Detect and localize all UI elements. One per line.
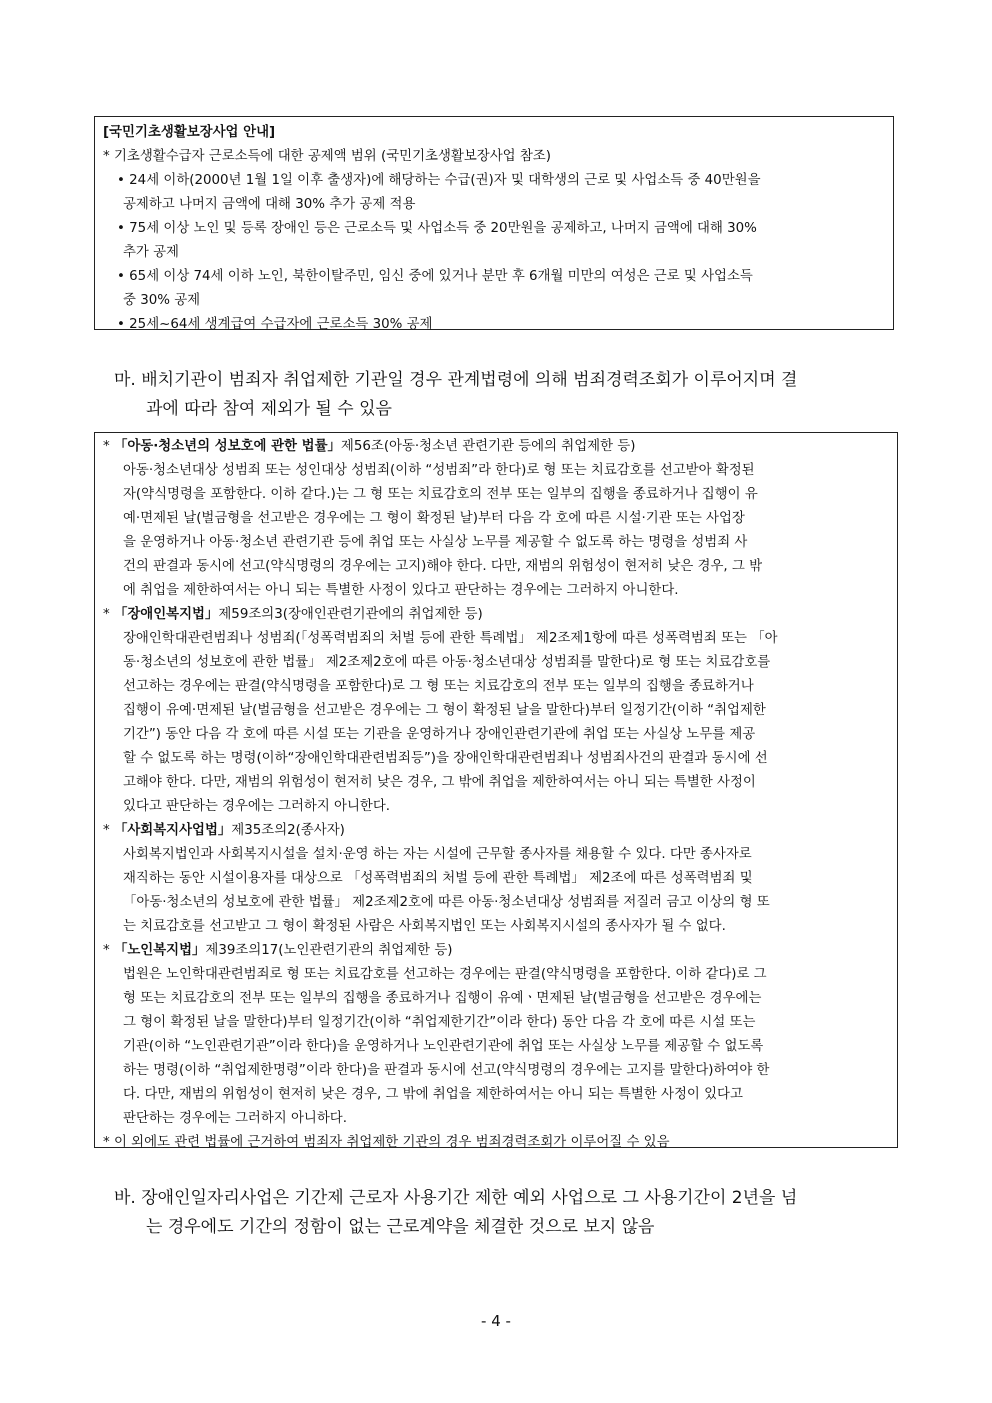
paragraph-line: 는 경우에도 기간의 정함이 없는 근로계약을 체결한 것으로 보지 않음 [146, 1217, 655, 1237]
law-text-line: 있다고 판단하는 경우에는 그러하지 아니한다. [123, 799, 391, 814]
law-text-line: 「아동·청소년의 성보호에 관한 법률」 제2조제2호에 따른 아동·청소년대상 성범죄를 저질러 금고 이상의 형 또 [123, 895, 770, 910]
law-text-line: 기관(이하 “노인관련기관”이라 한다)을 운영하거나 노인관련기관에 취업 또는 사실상 노무를 제공할 수 없도록 [123, 1039, 764, 1054]
info-line: 추가 공제 [123, 245, 179, 260]
bullet-marker: * [103, 607, 114, 622]
info-line: 중 30% 공제 [123, 293, 201, 308]
law-text-line: 재직하는 동안 시설이용자를 대상으로 「성폭력범죄의 처벌 등에 관한 특례법」 제2조에 따른 성폭력범죄 및 [123, 871, 753, 886]
info-box-basic-livelihood [94, 116, 894, 330]
paragraph-line: 마. 배치기관이 범죄자 취업제한 기관일 경우 관계법령에 의해 범죄경력조회가 이루어지며 결 [114, 370, 798, 390]
law-text-line: 건의 판결과 동시에 선고(약식명령의 경우에는 고지)해야 한다. 다만, 재범의 위험성이 현저히 낮은 경우, 그 밖 [123, 559, 763, 574]
law-heading [103, 435, 889, 459]
law-text-line: 다. 다만, 재범의 위험성이 현저히 낮은 경우, 그 밖에 취업을 제한하여서는 아니 되는 특별한 사정이 있다고 [123, 1087, 743, 1102]
law-heading [103, 819, 889, 843]
law-name: 「사회복지사업법」 [113, 823, 232, 838]
law-text-line: 기간”) 동안 다음 각 호에 따른 시설 또는 기관을 운영하거나 장애인관련기관에 취업 또는 사실상 노무를 제공 [123, 727, 756, 742]
law-text-line: 법원은 노인학대관련범죄로 형 또는 치료감호를 선고하는 경우에는 판결(약식명령을 포함한다. 이하 같다)로 그 [123, 967, 767, 982]
info-line: • 75세 이상 노인 및 등록 장애인 등은 근로소득 및 사업소득 중 20만원을 공제하고, 나머지 금액에 대해 30% [117, 221, 757, 236]
law-name: 「장애인복지법」 [113, 607, 219, 622]
info-line: • 65세 이상 74세 이하 노인, 북한이탈주민, 임신 중에 있거나 분만 후 6개월 미만의 여성은 근로 및 사업소득 [117, 269, 753, 284]
law-text-line: 고해야 한다. 다만, 재범의 위험성이 현저히 낮은 경우, 그 밖에 취업을 제한하여서는 아니 되는 특별한 사정이 [123, 775, 756, 790]
law-text-line: 집행이 유예·면제된 날(벌금형을 선고받은 경우에는 그 형이 확정된 날을 말한다)부터 일정기간(이하 “취업제한 [123, 703, 766, 718]
law-name: 「노인복지법」 [113, 943, 206, 958]
law-text-line: 판단하는 경우에는 그러하지 아니하다. [123, 1111, 347, 1126]
law-text-line: 사회복지법인과 사회복지시설을 설치·운영 하는 자는 시설에 근무할 종사자를 채용할 수 있다. 다만 종사자로 [123, 847, 752, 862]
law-text-line: 을 운영하거나 아동·청소년 관련기관 등에 취업 또는 사실상 노무를 제공할 수 없도록 하는 명령을 성범죄 사 [123, 535, 748, 550]
law-text-line: 하는 명령(이하 “취업제한명령”이라 한다)을 판결과 동시에 선고(약식명령의 경우에는 고지를 말한다)하여야 한 [123, 1063, 770, 1078]
law-text-line: 그 형이 확정된 날을 말한다)부터 일정기간(이하 “취업제한기간”이라 한다) 동안 다음 각 호에 따른 시설 또는 [123, 1015, 756, 1030]
law-text-line: 동·청소년의 성보호에 관한 법률」 제2조제2호에 따른 아동·청소년대상 성범죄를 말한다)로 형 또는 치료감호를 [123, 655, 771, 670]
paragraph-ma [114, 366, 898, 424]
box-footer-note: * 이 외에도 관련 법률에 근거하여 범죄자 취업제한 기관의 경우 범죄경력조회가 이루어질 수 있음 [103, 1135, 670, 1150]
law-text-line: 자(약식명령을 포함한다. 이하 같다.)는 그 형 또는 치료감호의 전부 또는 일부의 집행을 종료하거나 집행이 유 [123, 487, 758, 502]
info-line: • 24세 이하(2000년 1월 1일 이후 출생자)에 해당하는 수급(권)자 및 대학생의 근로 및 사업소득 중 40만원을 [117, 173, 761, 188]
paragraph-ba [114, 1184, 898, 1242]
bullet-marker: * [103, 823, 114, 838]
law-text-line: 장애인학대관련범죄나 성범죄(「성폭력범죄의 처벌 등에 관한 특례법」 제2조제1항에 따른 성폭력범죄 또는 「아 [123, 631, 778, 646]
paragraph-line: 과에 따라 참여 제외가 될 수 있음 [146, 399, 392, 419]
bullet-marker: * [103, 943, 114, 958]
paragraph-line: 바. 장애인일자리사업은 기간제 근로자 사용기간 제한 예외 사업으로 그 사용기간이 2년을 넘 [114, 1188, 798, 1208]
info-line: * 기초생활수급자 근로소득에 대한 공제액 범위 (국민기초생활보장사업 참조) [103, 149, 551, 164]
law-text-line: 선고하는 경우에는 판결(약식명령을 포함한다)로 그 형 또는 치료감호의 전부 또는 일부의 집행을 종료하거나 [123, 679, 754, 694]
law-article: 제59조의3(장애인관련기관에의 취업제한 등) [218, 607, 483, 622]
law-text-line: 형 또는 치료감호의 전부 또는 일부의 집행을 종료하거나 집행이 유예ㆍ면제된 날(벌금형을 선고받은 경우에는 [123, 991, 762, 1006]
law-article: 제39조의17(노인관련기관의 취업제한 등) [205, 943, 453, 958]
law-article: 제56조(아동·청소년 관련기관 등에의 취업제한 등) [340, 439, 636, 454]
page-number: - 4 - [481, 1312, 511, 1330]
info-line: • 25세~64세 생계급여 수급자에 근로소득 30% 공제 [117, 317, 433, 332]
law-text-line: 는 치료감호를 선고받고 그 형이 확정된 사람은 사회복지법인 또는 사회복지시설의 종사자가 될 수 없다. [123, 919, 726, 934]
law-text-line: 아동·청소년대상 성범죄 또는 성인대상 성범죄(이하 “성범죄”라 한다)로 형 또는 치료감호를 선고받아 확정된 [123, 463, 755, 478]
law-heading [103, 939, 889, 963]
law-text-line: 예·면제된 날(벌금형을 선고받은 경우에는 그 형이 확정된 날)부터 다음 각 호에 따른 시설·기관 또는 사업장 [123, 511, 745, 526]
bullet-marker: * [103, 439, 114, 454]
law-name: 「아동·청소년의 성보호에 관한 법률」 [113, 439, 341, 454]
law-text-line: 에 취업을 제한하여서는 아니 되는 특별한 사정이 있다고 판단하는 경우에는 그러하지 아니한다. [123, 583, 679, 598]
law-heading [103, 603, 889, 627]
info-line: 공제하고 나머지 금액에 대해 30% 추가 공제 적용 [123, 197, 416, 212]
law-excerpts-box [94, 432, 898, 1148]
law-text-line: 할 수 없도록 하는 명령(이하“장애인학대관련범죄등”)을 장애인학대관련범죄나 성범죄사건의 판결과 동시에 선 [123, 751, 768, 766]
law-article: 제35조의2(종사자) [231, 823, 345, 838]
info-box-title: [국민기초생활보장사업 안내] [103, 125, 276, 140]
